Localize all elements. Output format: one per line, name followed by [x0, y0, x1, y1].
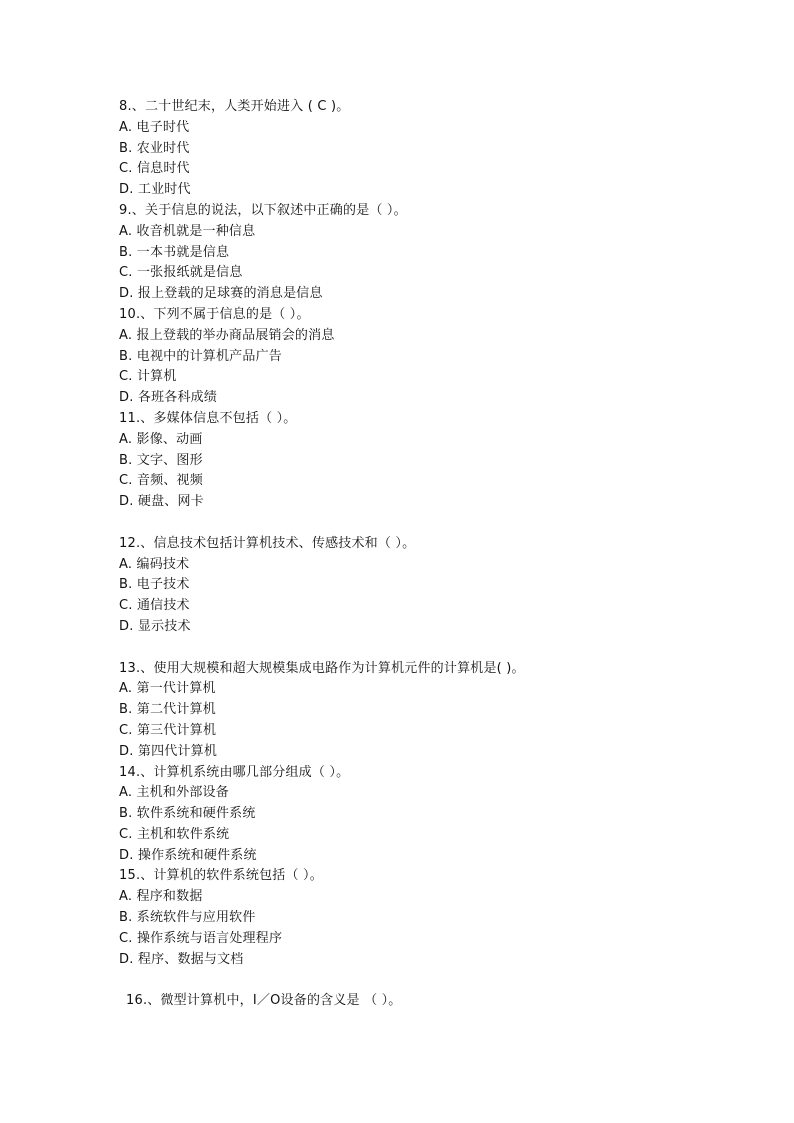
- option-c: C. 一张报纸就是信息: [119, 265, 243, 281]
- question-11: [119, 409, 759, 513]
- option-d: D. 各班各科成绩: [119, 390, 218, 406]
- option-c: C. 第三代计算机: [119, 722, 217, 738]
- option-a: A. 电子时代: [119, 119, 190, 135]
- option-a: A. 第一代计算机: [119, 681, 216, 697]
- question-stem: 12.、信息技术包括计算机技术、传感技术和（ ）。: [119, 535, 416, 551]
- question-10: [119, 305, 759, 409]
- option-b: B. 电视中的计算机产品广告: [119, 348, 282, 364]
- option-c: C. 通信技术: [119, 598, 190, 614]
- option-b: B. 一本书就是信息: [119, 244, 230, 260]
- question-list: [119, 97, 759, 1012]
- option-c: C. 信息时代: [119, 161, 190, 177]
- question-9: [119, 201, 759, 305]
- option-c: C. 计算机: [119, 369, 177, 385]
- question-stem: 11.、多媒体信息不包括（ ）。: [119, 410, 297, 426]
- question-15: [119, 866, 759, 970]
- option-a: A. 主机和外部设备: [119, 785, 229, 801]
- option-b: B. 系统软件与应用软件: [119, 910, 256, 926]
- option-a: A. 收音机就是一种信息: [119, 223, 256, 239]
- option-c: C. 主机和软件系统: [119, 826, 230, 842]
- question-stem: 8.、二十世纪末，人类开始进入 ( C )。: [119, 99, 350, 114]
- question-stem: 15.、计算机的软件系统包括（ ）。: [119, 868, 323, 884]
- option-c: C. 操作系统与语言处理程序: [119, 930, 283, 946]
- option-d: D. 报上登载的足球赛的消息是信息: [119, 286, 323, 302]
- option-b: B. 第二代计算机: [119, 702, 216, 718]
- option-d: D. 显示技术: [119, 618, 191, 634]
- option-b: B. 软件系统和硬件系统: [119, 806, 256, 822]
- question-stem: 10.、下列不属于信息的是（ ）。: [119, 306, 310, 322]
- question-stem: 13.、使用大规模和超大规模集成电路作为计算机元件的计算机是( )。: [119, 660, 525, 676]
- question-13: [119, 659, 759, 763]
- question-stem: 9.、关于信息的说法，以下叙述中正确的是（ ）。: [119, 202, 407, 218]
- option-b: B. 文字、图形: [119, 452, 203, 468]
- option-a: A. 影像、动画: [119, 431, 203, 447]
- option-d: D. 操作系统和硬件系统: [119, 847, 257, 863]
- option-b: B. 电子技术: [119, 577, 190, 593]
- option-d: D. 程序、数据与文档: [119, 951, 244, 967]
- question-stem: 14.、计算机系统由哪几部分组成（ ）。: [119, 764, 350, 780]
- question-12: [119, 534, 759, 638]
- option-a: A. 报上登载的举办商品展销会的消息: [119, 327, 335, 343]
- option-d: D. 工业时代: [119, 182, 191, 198]
- question-8: [119, 97, 759, 201]
- question-16-stem: 16.、微型计算机中，I／O设备的含义是 （ ）。: [126, 993, 402, 1009]
- option-b: B. 农业时代: [119, 140, 190, 156]
- option-d: D. 第四代计算机: [119, 743, 218, 759]
- option-a: A. 程序和数据: [119, 889, 203, 905]
- option-c: C. 音频、视频: [119, 473, 203, 489]
- question-14: [119, 763, 759, 867]
- option-a: A. 编码技术: [119, 556, 190, 572]
- option-d: D. 硬盘、网卡: [119, 494, 204, 510]
